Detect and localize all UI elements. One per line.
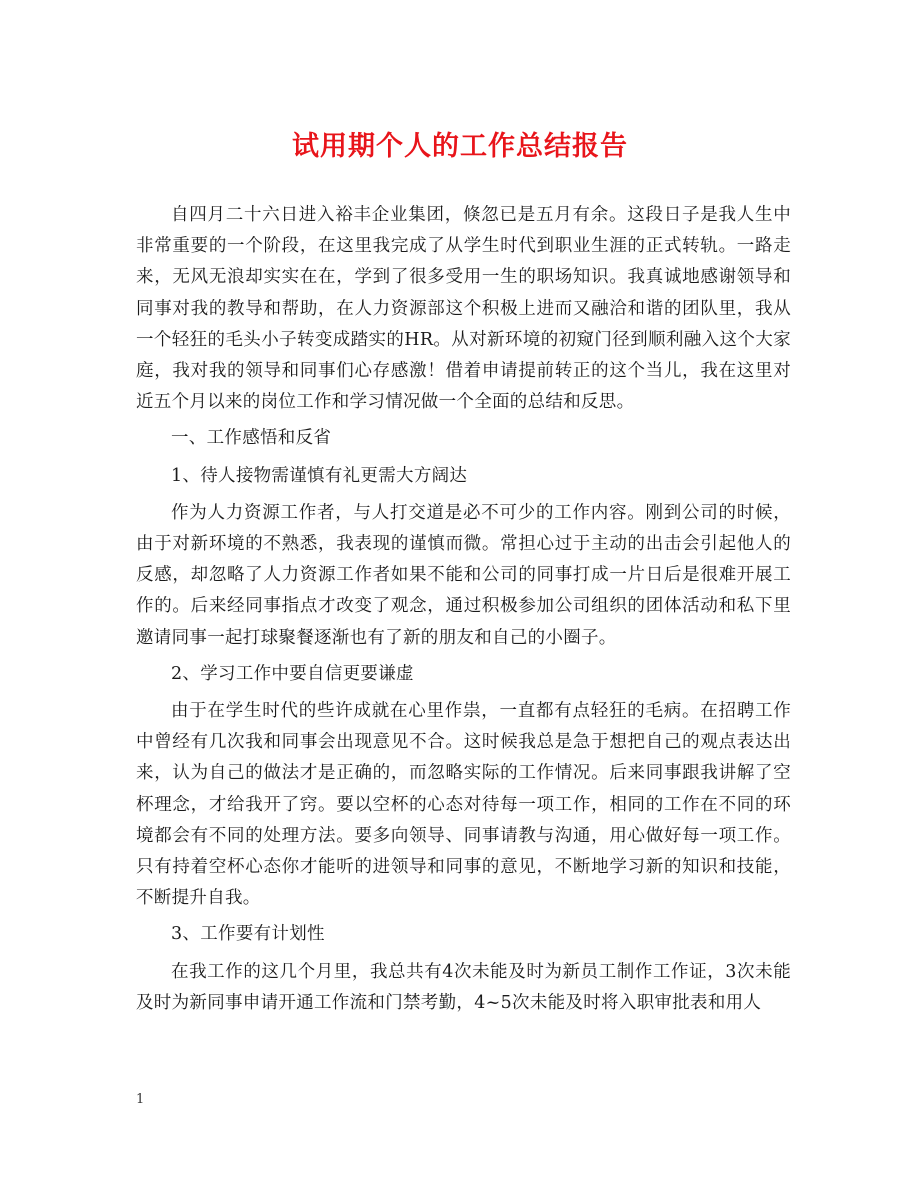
- subsection-heading-2: 2、学习工作中要自信更要谦虚: [171, 663, 414, 684]
- intro-paragraph: 自四月二十六日进入裕丰企业集团，倏忽已是五月有余。这段日子是我人生中非常重要的一个阶段，在这里我完成了从学生时代到职业生涯的正式转轨。一路走来，无风无浪却实实在在，学到了很多受用一生的职场知识。我真诚地感谢领导和同事对我的教导和帮助，在人力资源部这个积极上进而又融洽和谐的团队里，我从一个轻狂的毛头小子转变成踏实的HR。从对新环境的初窥门径到顺利融入这个大家庭，我对我的领导和同事们心存感激！借着申请提前转正的这个当儿，我在这里对近五个月以来的岗位工作和学习情况做一个全面的总结和反思。: [136, 205, 791, 413]
- subsection-heading-3: 3、工作要有计划性: [171, 924, 325, 945]
- body-paragraph-3: 在我工作的这几个月里，我总共有4次未能及时为新员工制作工作证，3次未能及时为新同事申请开通工作流和门禁考勤，4~5次未能及时将入职审批表和用人: [136, 961, 791, 1013]
- document-body: [136, 200, 791, 1024]
- page-number: 1: [136, 1092, 145, 1107]
- section-heading-1: 一、工作感悟和反省: [171, 428, 332, 449]
- document-title: 试用期个人的工作总结报告: [292, 131, 628, 162]
- body-paragraph-2: 由于在学生时代的些许成就在心里作祟，一直都有点轻狂的毛病。在招聘工作中曾经有几次我和同事会出现意见不合。这时候我总是急于想把自己的观点表达出来，认为自己的做法才是正确的，而忽略实际的工作情况。后来同事跟我讲解了空杯理念，才给我开了窍。要以空杯的心态对待每一项工作，相同的工作在不同的环境都会有不同的处理方法。要多向领导、同事请教与沟通，用心做好每一项工作。只有持着空杯心态你才能听的进领导和同事的意见，不断地学习新的知识和技能，不断提升自我。: [136, 701, 791, 909]
- body-paragraph-1: 作为人力资源工作者，与人打交道是必不可少的工作内容。刚到公司的时候，由于对新环境的不熟悉，我表现的谨慎而微。常担心过于主动的出击会引起他人的反感，却忽略了人力资源工作者如果不能和公司的同事打成一片日后是很难开展工作的。后来经同事指点才改变了观念，通过积极参加公司组织的团体活动和私下里邀请同事一起打球聚餐逐渐也有了新的朋友和自己的小圈子。: [136, 502, 791, 648]
- subsection-heading-1: 1、待人接物需谨慎有礼更需大方阔达: [171, 465, 468, 486]
